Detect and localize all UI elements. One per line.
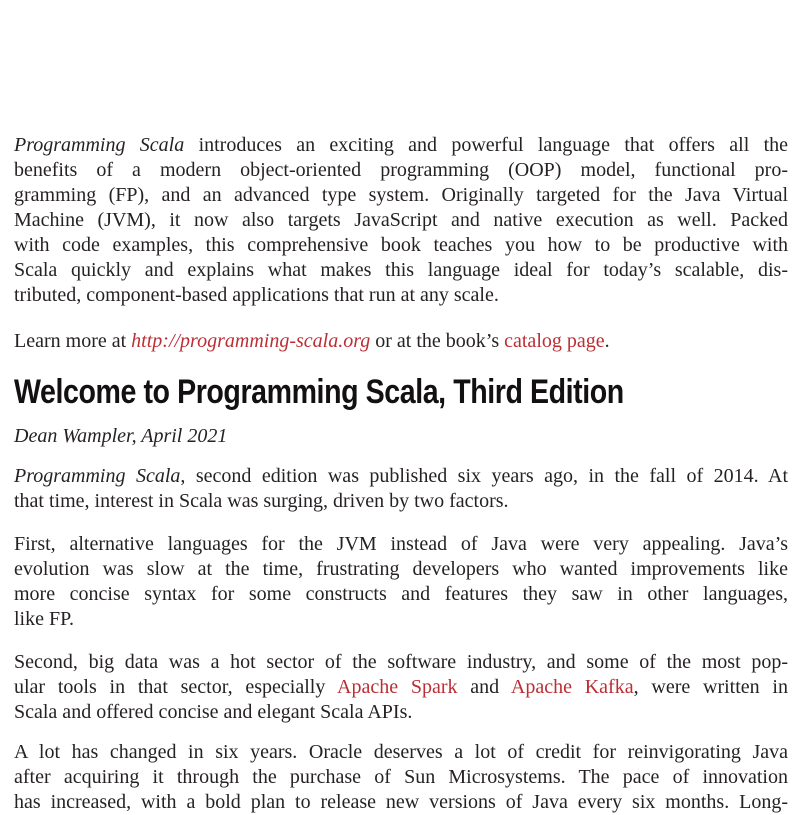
text-line <box>14 582 788 607</box>
text-line <box>14 208 788 233</box>
section-heading-text: Welcome to Programming Scala, Third Edition <box>14 373 624 411</box>
text-line <box>14 765 788 790</box>
text-run: Scala and offered concise and elegant Scala APIs. <box>14 701 413 723</box>
text-run: after acquiring it through the purchase of Sun Microsystems. The pace of innovation <box>14 766 788 788</box>
text-line <box>14 650 788 675</box>
text-run: or at the book’s <box>370 330 505 352</box>
text-line <box>14 532 788 557</box>
text-line <box>14 790 788 815</box>
hyperlink[interactable]: Apache Spark <box>337 676 458 698</box>
paragraph-changes <box>14 740 788 815</box>
text-run: . <box>604 330 610 352</box>
text-line <box>14 557 788 582</box>
text-line <box>14 700 788 725</box>
text-line <box>14 133 788 158</box>
text-run: with code examples, this comprehensive book teaches you how to be productive with <box>14 234 788 256</box>
text-run: Scala quickly and explains what makes this language ideal for today’s scalable, dis- <box>14 259 788 281</box>
text-line <box>14 183 788 208</box>
hyperlink[interactable]: Apache Kafka <box>510 676 634 698</box>
text-line <box>14 329 788 354</box>
hyperlink[interactable]: http://programming-scala.org <box>131 330 371 352</box>
text-line <box>14 607 788 632</box>
text-run: Programming Scala <box>14 465 181 487</box>
learn-more-line <box>14 329 788 354</box>
text-run: First, alternative languages for the JVM instead of Java were very appealing. Java’s <box>14 533 788 555</box>
paragraph-jvm-alternatives <box>14 532 788 632</box>
text-run: gramming (FP), and an advanced type system. Originally targeted for the Java Virtual <box>14 184 788 206</box>
text-line <box>14 283 788 308</box>
text-run: Programming Scala <box>14 134 185 156</box>
text-run: Machine (JVM), it now also targets JavaScript and native execution as well. Packed <box>14 209 788 231</box>
text-line <box>14 740 788 765</box>
text-run: evolution was slow at the time, frustrating developers who wanted improvements like <box>14 558 788 580</box>
text-line <box>14 158 788 183</box>
text-run: A lot has changed in six years. Oracle deserves a lot of credit for reinvigorating Java <box>14 741 788 763</box>
text-run: , second edition was published six years ago, in the fall of 2014. At <box>180 465 788 487</box>
paragraph-big-data <box>14 650 788 725</box>
text-line <box>14 258 788 283</box>
book-description-paragraph <box>14 133 788 308</box>
text-run: ular tools in that sector, especially <box>14 676 338 698</box>
text-run: like FP. <box>14 608 75 630</box>
hyperlink[interactable]: catalog page <box>504 330 605 352</box>
text-run: and <box>457 676 511 698</box>
text-run: , were written in <box>633 676 788 698</box>
text-run: introduces an exciting and powerful language that offers all the <box>184 134 788 156</box>
text-run: Second, big data was a hot sector of the software industry, and some of the most pop- <box>14 651 788 673</box>
text-run: that time, interest in Scala was surging, driven by two factors. <box>14 490 509 512</box>
section-heading <box>14 371 788 413</box>
text-run: has increased, with a bold plan to release new versions of Java every six months. Long- <box>14 791 788 813</box>
text-line <box>14 464 788 489</box>
text-run: benefits of a modern object-oriented programming (OOP) model, functional pro- <box>14 159 788 181</box>
text-line <box>14 233 788 258</box>
byline: Dean Wampler, April 2021 <box>14 425 228 447</box>
text-line <box>14 675 788 700</box>
text-run: Learn more at <box>14 330 132 352</box>
text-line <box>14 489 788 514</box>
paragraph-second-edition <box>14 464 788 514</box>
text-run: tributed, component-based applications that run at any scale. <box>14 284 499 306</box>
text-run: more concise syntax for some constructs and features they saw in other languages, <box>14 583 788 605</box>
